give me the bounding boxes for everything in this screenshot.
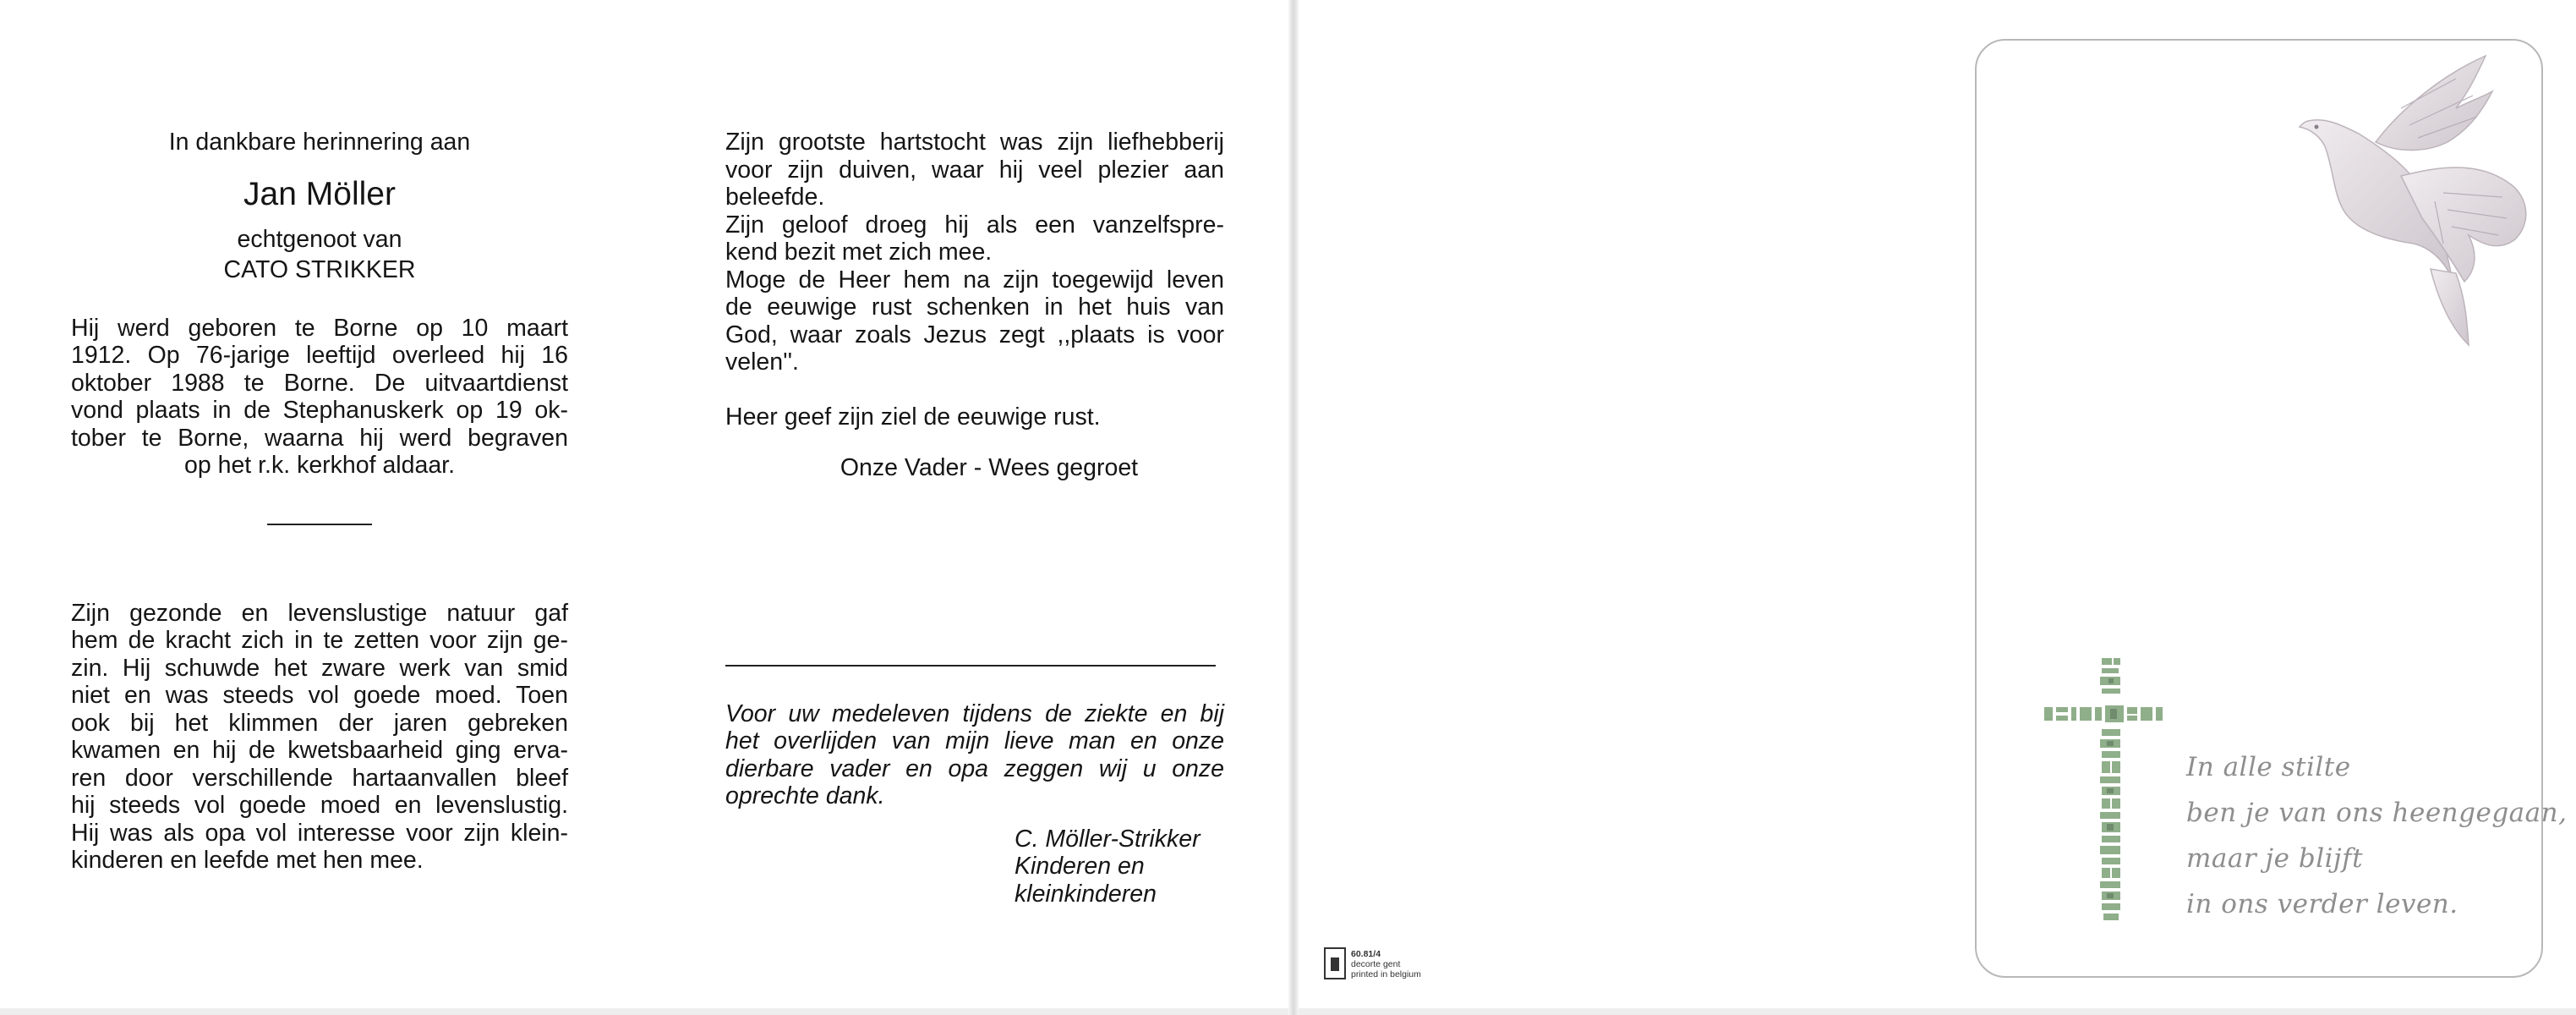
biography-line: oktober 1988 te Borne. De uitvaartdienst [71, 369, 568, 397]
passion-paragraph [725, 129, 1224, 376]
passion-line: Zijn geloof droeg hij als een vanzelfspre- [725, 211, 1224, 239]
biography-line: vond plaats in de Stephanuskerk op 19 ok- [71, 397, 568, 424]
printer-name: decorte gent [1351, 959, 1401, 969]
passion-line: beleefde. [725, 184, 825, 211]
character-line: Hij was als opa vol interesse voor zijn klein- [71, 819, 568, 847]
character-line: kinderen en leefde met hen mee. [71, 847, 424, 874]
printer-note: printed in belgium [1351, 969, 1421, 979]
biography-line: tober te Borne, waarna hij werd begraven [71, 424, 568, 452]
character-line: kwamen en hij de kwetsbaarheid ging erva- [71, 737, 568, 764]
poem-line: in ons verder leven. [2186, 889, 2458, 919]
character-line: zin. Hij schuwde het zware werk van smid [71, 654, 568, 682]
printer-info [1351, 949, 1452, 979]
passion-line: velen''. [725, 348, 799, 376]
thanks-paragraph [725, 700, 1224, 810]
passion-line: God, waar zoals Jezus zegt ,,plaats is voor [725, 321, 1224, 348]
character-line: niet en was steeds vol goede moed. Toen [71, 682, 568, 709]
divider [267, 524, 372, 525]
thanks-line: Voor uw medeleven tijdens de ziekte en bij [725, 700, 1224, 727]
dove-icon [2274, 49, 2545, 354]
card-fold [1288, 0, 1299, 1015]
poem [2186, 744, 2567, 927]
biography-line: op het r.k. kerkhof aldaar. [183, 452, 456, 479]
printer-logo-icon [1324, 947, 1346, 979]
passion-line: Moge de Heer hem na zijn toegewijd leven [725, 266, 1224, 294]
passion-line: Zijn grootste hartstocht was zijn liefhebberij [725, 129, 1224, 156]
character-line: Zijn gezonde en levenslustige natuur gaf [71, 599, 568, 627]
divider [725, 665, 1216, 667]
biography-line: Hij werd geboren te Borne op 10 maart [71, 314, 568, 342]
memorial-text-column-2 [725, 129, 1224, 908]
printer-code: 60.81/4 [1351, 949, 1381, 959]
passion-line: kend bezit met zich mee. [725, 239, 993, 266]
signature-line: kleinkinderen [1015, 880, 1157, 908]
cross-icon [2044, 658, 2179, 922]
deceased-name: Jan Möller [243, 175, 396, 212]
character-paragraph [71, 600, 568, 875]
thanks-line: dierbare vader en opa zeggen wij u onze [725, 754, 1224, 782]
character-line: hem de kracht zich in te zetten voor zijn ge- [71, 627, 568, 654]
character-line: ook bij het klimmen der jaren gebreken [71, 709, 568, 737]
biography-line: 1912. Op 76-jarige leeftijd overleed hij 16 [71, 342, 568, 369]
passion-line: voor zijn duiven, waar hij veel plezier aan [725, 156, 1224, 184]
prayers-list: Onze Vader - Wees gegroet [840, 454, 1139, 481]
poem-line: maar je blijft [2186, 843, 2364, 874]
memorial-text-column-1 [71, 129, 568, 875]
passion-line: de eeuwige rust schenken in het huis van [725, 294, 1224, 321]
thanks-line: het overlijden van mijn lieve man en onze [725, 727, 1224, 754]
prayer-line: Heer geef zijn ziel de eeuwige rust. [725, 403, 1101, 431]
signature-line: Kinderen en [1015, 853, 1145, 880]
intro-line: In dankbare herinnering aan [168, 129, 471, 156]
character-line: ren door verschillende hartaanvallen bleef [71, 764, 568, 792]
character-line: hij steeds vol goede moed en levenslustig. [71, 792, 568, 819]
spouse-label: echtgenoot van [237, 225, 402, 253]
spouse-name: CATO STRIKKER [223, 256, 416, 283]
poem-line: In alle stilte [2186, 752, 2351, 782]
signature-line: C. Möller-Strikker [1015, 825, 1200, 853]
poem-line: ben je van ons heengegaan, [2186, 798, 2568, 828]
signature-block [1015, 826, 1224, 908]
biography-paragraph [71, 315, 568, 480]
thanks-line: oprechte dank. [725, 782, 885, 809]
